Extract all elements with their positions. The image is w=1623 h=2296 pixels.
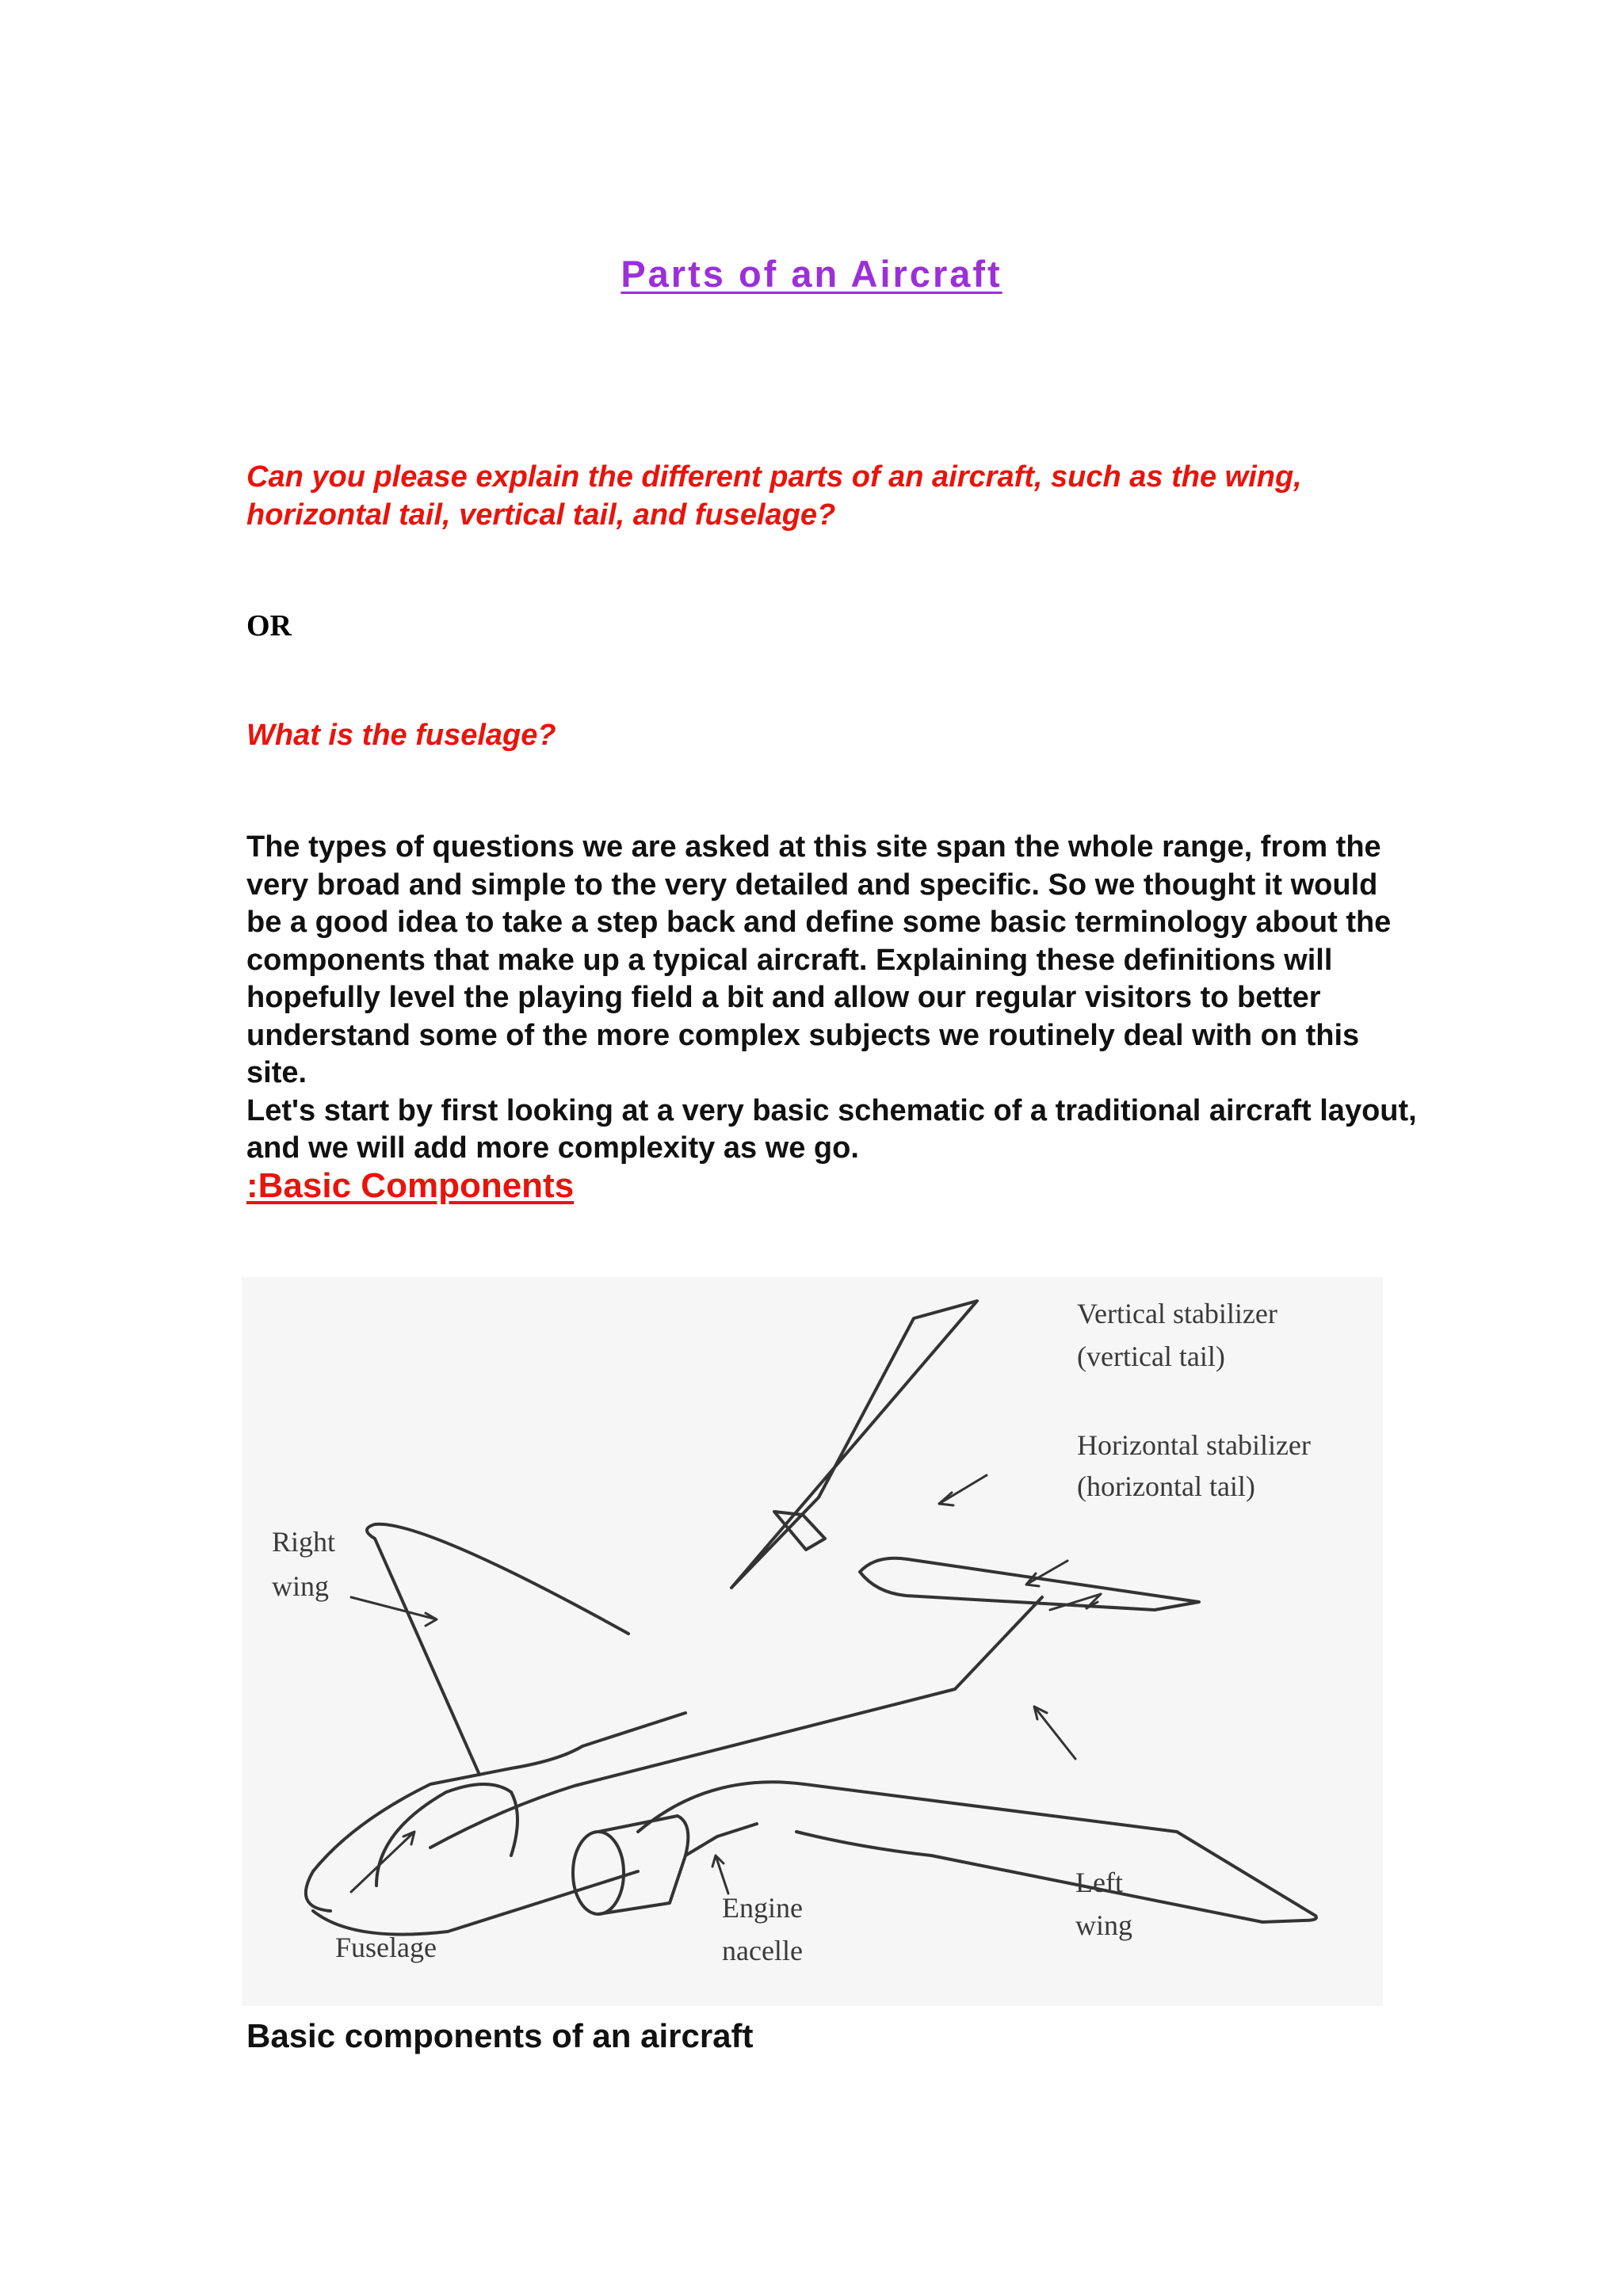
- page-title: Parts of an Aircraft: [621, 253, 1002, 295]
- label-right-wing-2: wing: [272, 1570, 329, 1602]
- intro-text: [246, 829, 1419, 1168]
- label-vertical-tail: (vertical tail): [1077, 1341, 1225, 1372]
- label-fuselage: Fuselage: [335, 1932, 437, 1963]
- right-wing-shape: [367, 1524, 628, 1775]
- or-separator: OR: [246, 609, 292, 643]
- label-right-wing-1: Right: [272, 1526, 336, 1558]
- label-nacelle: nacelle: [722, 1935, 803, 1966]
- aircraft-diagram: [242, 1277, 1383, 2006]
- label-left-wing-2: wing: [1075, 1909, 1132, 1941]
- question-fuselage: What is the fuselage?: [246, 719, 556, 752]
- label-left-wing-1: Left: [1075, 1867, 1123, 1898]
- section-heading-basic-components[interactable]: :Basic Components: [246, 1166, 575, 1205]
- vertical-tail-shape: [731, 1301, 977, 1588]
- question-parts: Can you please explain the different parts of an aircraft, such as the wing, horizontal tail, vertical tail, and fuselage?: [246, 460, 1302, 532]
- fuselage-top: [430, 1597, 1042, 1848]
- figure-caption: Basic components of an aircraft: [246, 2017, 754, 2054]
- intro-paragraph-2: Let's start by first looking at a very basic schematic of a traditional aircraft layout, and we will add more complexity as we go.: [246, 1093, 1417, 1165]
- label-horizontal-stabilizer: Horizontal stabilizer: [1077, 1429, 1311, 1461]
- label-horizontal-tail: (horizontal tail): [1077, 1470, 1255, 1502]
- label-vertical-stabilizer: Vertical stabilizer: [1077, 1298, 1277, 1329]
- intro-paragraph-1: The types of questions we are asked at this site span the whole range, from the very broad and simple to the very detailed and specific. So we thought it would be a good idea to take a step back and define some basic terminology about the components that make up a typical aircraft. Explaining these definitions will hopefully level the playing field a bit and allow our regular visitors to better understand some of the more complex subjects we routinely deal with on this site.: [246, 830, 1392, 1089]
- label-engine: Engine: [722, 1892, 803, 1924]
- canopy-shape: [376, 1784, 517, 1886]
